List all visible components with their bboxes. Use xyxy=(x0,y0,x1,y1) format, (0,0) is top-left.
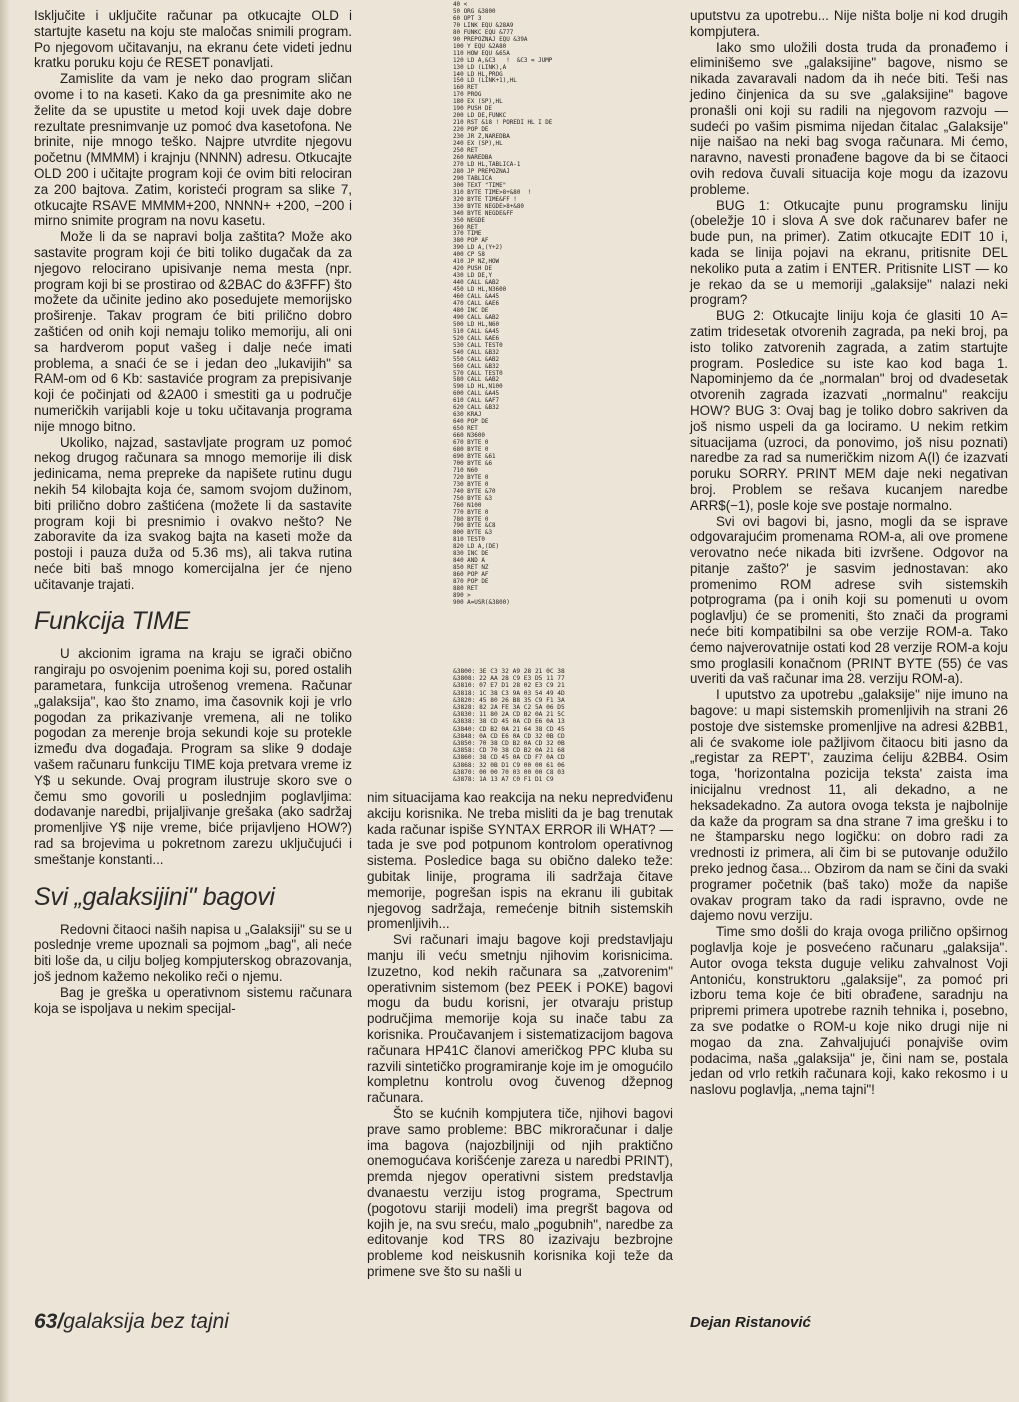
paragraph: Svi ovi bagovi bi, jasno, mogli da se isprave odgovarajućim promenama ROM-a, ali ove promene verovatno neće nikada biti izvršene. Odgovor na pitanje zašto?' je sasvim jednostavan: ako promenimo ROM adrese svih sistemskih potprograma (pa i onih koji su pomenuti u ovom poglavlju) će se promeniti, što znači da programi neće biti kompatibilni sa obe verzije ROM-a. Tako ćemo najverovatnije ostati kod 28 verzije ROM-a koju smo proglasili konačnom (PRINT BYTE (55) će vas uveriti da vaš računar ima 28. verziju ROM-a). xyxy=(690,513,1008,687)
paragraph: uputstvu za upotrebu... Nije ništa bolje ni kod drugih kompjutera. xyxy=(690,8,1008,39)
paragraph: Ukoliko, najzad, sastavljate program uz pomoć nekog drugog računara sa mnogo memorije ili disk jedinicama, nema prepreke da napišete rutinu dugu nekih 54 kilobajta koja će, samom svojom dužinom, biti prilično dobro zaštićena (možete li da sastavite program koji bi presnimio i ovakvo nešto? Ne zaboravite da iza svakog bajta na kaseti može da postoji i pauza duža od 5.36 ms), ali takva rutina neće biti baš mnogo komercijalna jer će njeno učitavanje trajati. xyxy=(34,434,352,592)
paragraph: nim situacijama kao reakcija na neku nepredviđenu akciju korisnika. Ne treba misliti da je bag trenutak kada računar ispiše SYNTAX ERROR ili WHAT? — tada je sve pod potpunom kontrolom operativnog sistema. Posledice baga su obično daleko teže: gubitak linije, programa ili sadržaja čitave memorije, pogrešan ispis na ekranu ili gubitak njegovog sadržaja, remećenje bitnih sistemskih promenljivih... xyxy=(367,790,673,932)
paragraph: Svi računari imaju bagove koji predstavljaju manju ili veću smetnju njihovim korisnicima. Izuzetno, kod nekih računara sa „zatvorenim" operativnim sistemom (bez PEEK i POKE) bagovi mogu da budu korisni, jer otvaraju pristup područjima memorije koja su inače tabu za korisnika. Proučavanjem i sistematizacijom bagova računara HP41C članovi američkog PPC kluba su razvili sintetičko programiranje koje im je omogućilo kompletnu kontrolu ovog čuvenog džepnog računara. xyxy=(367,932,673,1106)
paragraph: I uputstvo za upotrebu „galaksije" nije imuno na bagove: u mapi sistemskih promenljivih na strani 26 postoje dve sistemske promenljive na adresi &2BB1, ali će svakome iole pažljivom čitaocu biti jasno da „registar za REPT', zauzima ćeliju &2BB4. Osim toga, 'horizontalna pozicija teksta' zaista ima inicijalnu vrednost 11, ali dekadno, a ne heksadekadno. Za autora ovoga teksta je najbolnije da kaže da program sa dna strane 7 ima grešku i to ne štamparsku nego logičku: on dobro radi za vrednosti iz primera, ali čim bi se putovanje odužilo preko jednog časa... Obzirom da nam se čini da svaki programer početnik (baš tako) može da napiše ovakav program tako da radi ispravno, ovde ne dajemo novu verziju. xyxy=(690,687,1008,924)
hex-dump: &3800: 3E C3 32 A9 28 21 0C 38 &3808: 22 AA 28 C9 E3 D5 11 77 &3810: 07 E7 D1 28 02 E3 C9 21 &3818: 1C 38 C3 9A 03 54 49 4D &3820: 45 80 26 B8 35 C9 F1 3A &3828: 82 2A FE 3A C2 5A 06 D5 &3830: 11 80 2A CD B2 0A 21 5C &3838: 38 CD 45 0A CD E6 0A 13 &3840: CD B2 0A 21 64 38 CD 45 &3848: 0A CD E6 0A CD 32 0B CD &3850: 70 38 CD B2 0A CD 32 0B &3858: CD 70 38 CD B2 0A 21 68 &3860: 38 CD 45 0A CD F7 0A CD &3868: 32 0B D1 C9 00 00 61 06 &3870: 00 00 70 03 00 00 C8 03 &3878: 1A 13 A7 C0 F1 D1 C9 xyxy=(453,668,565,784)
paragraph: Redovni čitaoci naših napisa u „Galaksiji" su se u poslednje vreme upoznali sa pojmom „bag", ali neće biti loše da, u cilju boljeg kompjuterskog obrazovanja, još jednom kažemo nekoliko reči o njemu. xyxy=(34,921,352,985)
magazine-title: galaksija bez tajni xyxy=(63,1310,229,1333)
section-heading-time: Funkcija TIME xyxy=(34,607,190,636)
middle-column xyxy=(367,790,673,1280)
right-column xyxy=(690,8,1008,1098)
paragraph: Iako smo uložili dosta truda da pronađemo i eliminišemo sve „galaksijine" bagove, nismo se nikada zavaravali nadom da ih neće biti. Teši nas jedino činjenica da su sve „galaksijine" bagove pronašli oni koji su radili na njegovom razvoju — sudeći po vašim pismima nijedan čitalac „Galaksije" nije naišao na neki bag svoga računara. Mi ćemo, naravno, navesti pronađene bagove da bi se čitaoci ovih redova čuvali situacija koje mogu da izazovu probleme. xyxy=(690,39,1008,197)
paragraph: Bag je greška u operativnom sistemu računara koja se ispoljava u nekim specijal- xyxy=(34,984,352,1016)
page-number: 63/ xyxy=(34,1310,64,1333)
paragraph: Isključite i uključite računar pa otkucajte OLD i startujte kasetu na koju ste maločas snimili program. Po njegovom učitavanju, na ekranu ćete videti jednu kratku poruku koju će RESET ponavljati. xyxy=(34,8,352,71)
page-footer xyxy=(34,1310,229,1334)
author-signature: Dejan Ristanović xyxy=(690,1314,811,1331)
paragraph: Time smo došli do kraja ovoga prilično opširnog poglavlja koje je posvećeno računaru „galaksija". Autor ovoga teksta duguje veliku zahvalnost Voji Antoniću, konstruktoru „galaksije", za pomoć pri izboru tema koje će biti obrađene, saradnju na pripremi primera upotrebe raznih tehnika i, posebno, za sve podatke o ROM-u koje niko drugi nije ni mogao da zna. Zahvaljujući ponajviše ovim podacima, naša „galaksija" je, čini nam se, postala jedan od vrlo retkih računara koji, kako rekosmo i u naslovu poglavlja, „nema tajni"! xyxy=(690,924,1008,1098)
paragraph: Zamislite da vam je neko dao program sličan ovome i to na kaseti. Kako da ga presnimite ako ne želite da se upustite u metod koji uvek daje dobre rezultate presnimvanje uz pomoć dva kasetofona. Ne brinite, nije mnogo teško. Najpre utvrdite njegovu početnu (MMMM) i krajnju (NNNN) adresu. Otkucajte OLD 200 i učitajte program koji će ovim biti relociran za 200 bajtova. Zatim, koristeći program sa slike 7, otkucajte RSAVE MMMM+200, NNNN+ +200, −200 i mirno snimite program na novu kasetu. xyxy=(34,71,352,229)
paragraph: Može li da se napravi bolja zaštita? Može ako sastavite program koji će biti toliko dugačak da za njegovo relocirano upisivanje nema mesta (npr. program koji bi se prostirao od &2BAC do &3FFF) što možete da učinite jedino ako posedujete memorijsko proširenje. Takav program će biti prilično dobro zaštićen od onih koji nemaju toliko memoriju, ali oni sa hardverom poput vašeg i dalje neće imati problema, a snaći će se i jedan deo „lukavijih" sa RAM-om od 6 Kb: sastaviće program za prepisivanje koji će počinjati od &2A00 i smestiti ga u područje numeričkih varijabli koje u toku učitavanja programa nije mnogo bitno. xyxy=(34,229,352,434)
page-binding-shadow xyxy=(0,0,10,1402)
left-column xyxy=(34,8,352,1016)
paragraph: Što se kućnih kompjutera tiče, njihovi bagovi prave samo probleme: BBC mikroračunar i dalje ima bagova (najozbiljniji od njih praktično onemogućava korišćenje zareza u naredbi PRINT), premda njegov operativni sistem predstavlja dvanaestu verziju istog programa, Spectrum (pogotovu stariji modeli) ima pregršt bagova od kojih je, na svu sreću, malo „pogubnih", naredbe za editovanje kod TRS 80 izazivaju bezbrojne probleme kod neiskusnih korisnika koji teže da primene sve što su našli u xyxy=(367,1105,673,1279)
paragraph: BUG 1: Otkucajte punu programsku liniju (obeležje 10 i slova A sve dok računarev bafer ne bude pun, na primer). Zatim otkucajte EDIT 10 i, kada se linija pojavi na ekranu, pritisnite DEL nekoliko puta a zatim i ENTER. Pritisnite LIST — ko je rekao da se u memoriji „galaksije" nalazi neki program? xyxy=(690,197,1008,308)
section-heading-bugs: Svi „galaksijini" bagovi xyxy=(34,882,275,911)
paragraph: U akcionim igrama na kraju se igrači obično rangiraju po osvojenim poenima koji su, pored ostalih parametara, funkcija utrošenog vremena. Računar „galaksija", kao što znamo, ima časovnik koji je vrlo pogodan za prikazivanje vremena, ali ne toliko pogodan za merenje broja sekundi koje su protekle između dva događaja. Program sa slike 9 dodaje vašem računaru funkciju TIME koja pretvara vreme iz Y$ u sekunde. Ovaj program ilustruje skoro sve o čemu smo govorili u poslednjim poglavljima: dodavanje naredbi, prijaljivanje grešaka (ako sadržaj promenljive Y$ nije vreme, biće prijavljeno HOW?) rad sa brojevima u pokretnom zarezu uključujući i smeštanje konstanti... xyxy=(34,646,352,867)
program-listing: 40 < 50 ORG &3800 60 OPT 3 70 LINK EQU &28A9 80 FUNKC EQU &777 90 PREPOZNAJ EQU &39A 100 Y EQU &2A80 110 HOW EQU &65A 120 LD A,&C3 ! &C3 = JUMP 130 LD (LINK),A 140 LD HL,PROG 150 LD (LINK+1),HL 160 RET 170 PROG 180 EX (SP),HL 190 PUSH DE 200 LD DE,FUNKC 210 RST &18 ! POREDI HL I DE 220 POP DE 230 JR Z,NAREDBA 240 EX (SP),HL 250 RET 260 NAREDBA 270 LD HL,TABLICA-1 280 JP PREPOZNAJ 290 TABLICA 300 TEXT "TIME" 310 BYTE TIME>8+&80 ! 320 BYTE TIME&FF ! 330 BYTE NEGDE>8+&80 340 BYTE NEGDE&FF 350 NEGDE 360 RET 370 TIME 380 POP AF 390 LD A,(Y+2) 400 CP 58 410 JP NZ,HOW 420 PUSH DE 430 LD DE,Y 440 CALL &AB2 450 LD HL,N3600 460 CALL &A45 470 CALL &AE6 480 INC DE 490 CALL &AB2 500 LD HL,N60 510 CALL &A45 520 CALL &AE6 530 CALL TEST0 540 CALL &B32 550 CALL &AB2 560 CALL &B32 570 CALL TEST0 580 CALL &AB2 590 LD HL,N100 600 CALL &A45 610 CALL &AF7 620 CALL &B32 630 KRAJ 640 POP DE 650 RET 660 N3600 670 BYTE 0 680 BYTE 0 690 BYTE &61 700 BYTE &6 710 N60 720 BYTE 0 730 BYTE 0 740 BYTE &70 750 BYTE &3 760 N100 770 BYTE 0 780 BYTE 0 790 BYTE &C8 800 BYTE &3 810 TEST0 820 LD A,(DE) 830 INC DE 840 AND A 850 RET NZ 860 POP AF 870 POP DE 880 RET 890 > 900 A=USR(&3800) xyxy=(453,2,553,606)
paragraph: BUG 2: Otkucajte liniju koja će glasiti 10 A= zatim tridesetak otvorenih zagrada, pa neki broj, pa isto toliko zatvorenih zagrada, a zatim startujte program. Posledice su iste kao kod baga 1. Napominjemo da će „normalan" broj od dvadesetak otvorenih zagrada izazvati „normalnu" reakciju HOW? BUG 3: Ovaj bag je toliko dobro sakriven da još nismo uspeli da ga lociramo. U nekim retkim situacijama (uzroci, da ponovimo, još nisu poznati) naredbe za rad sa numeričkim nizom A(I) će izazvati poruku SORRY. PRINT MEM daje neki negativan broj. Problem se rešava kucanjem naredbe ARR$(−1), posle koje sve postaje normalno. xyxy=(690,308,1008,513)
